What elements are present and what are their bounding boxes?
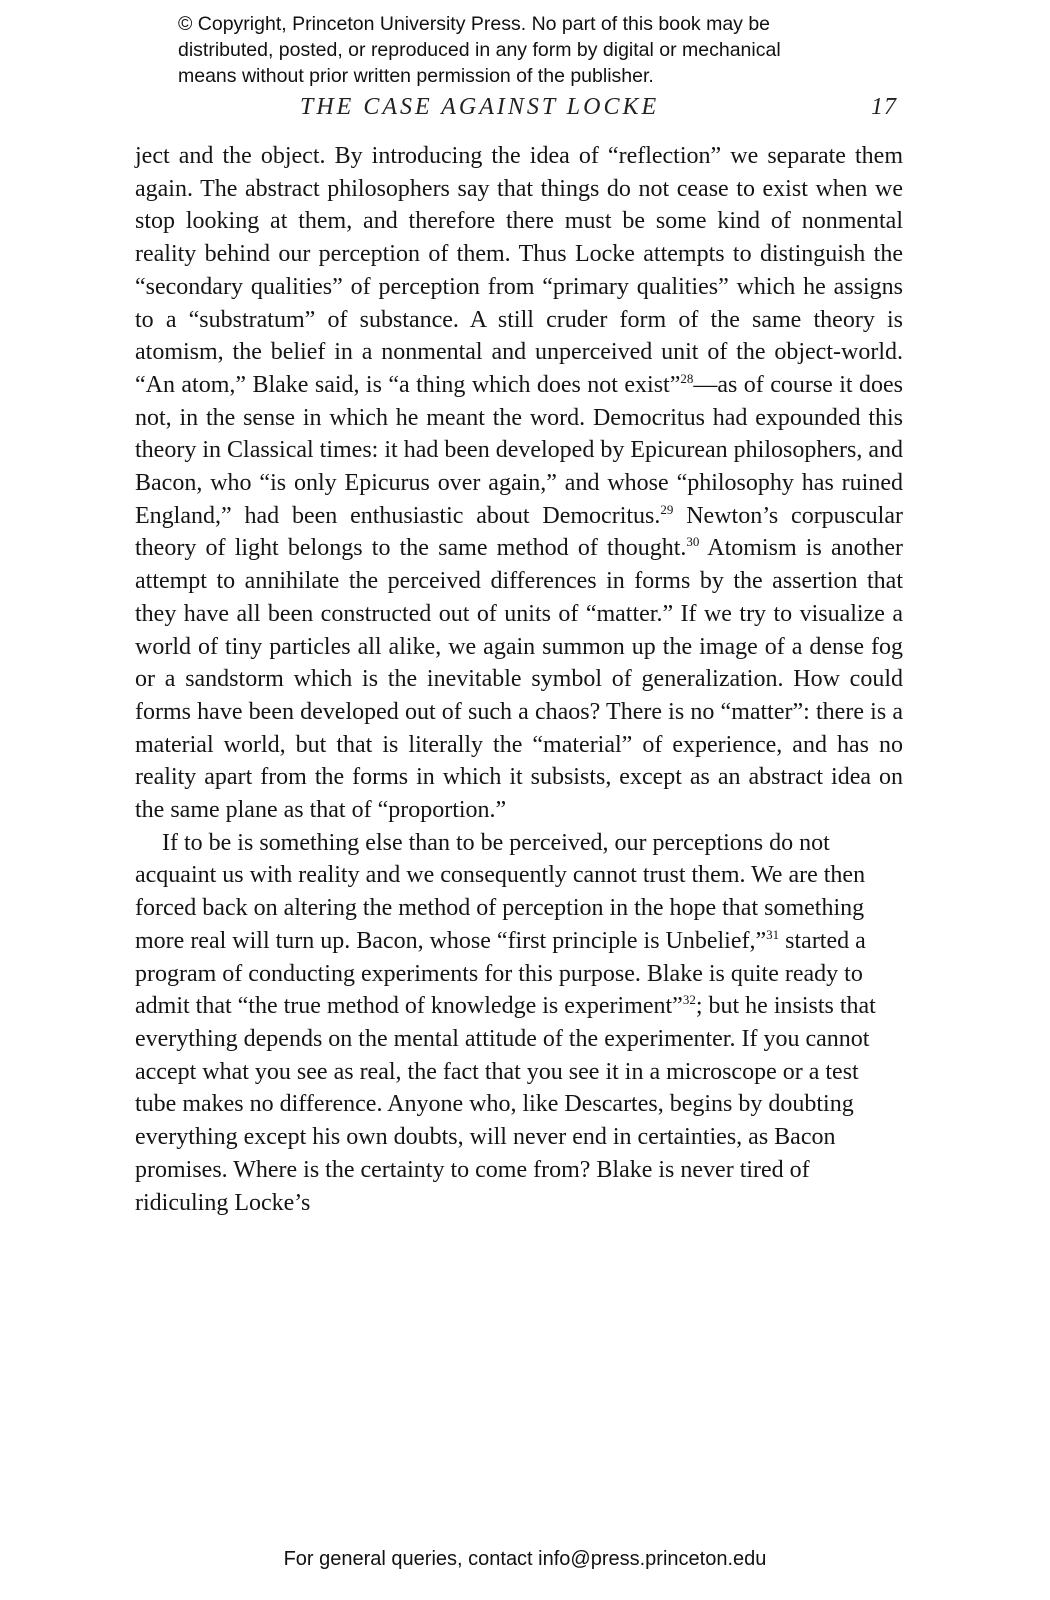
footnote-ref[interactable]: 30	[686, 534, 700, 550]
footnote-ref[interactable]: 28	[680, 370, 694, 386]
running-head	[135, 94, 905, 124]
copyright-notice	[178, 11, 898, 89]
copyright-line-2: distributed, posted, or reproduced in any form by digital or mechanical	[178, 39, 781, 61]
text-segment: ; but he insists that everything depends on the mental attitude of the experimenter. If you cannot accept what you see as real, the fact that you see it in a microscope or a test tube makes no difference. Anyone who, like Descartes, begins by doubting everything except his own doubts, will never end in certainties, as Bacon promises. Where is the certainty to come from? Blake is never tired of ridiculing Locke’s	[135, 993, 876, 1216]
page-number: 17	[871, 94, 897, 120]
text-segment: started a program of conducting experiments for this purpose. Blake is quite ready to admit that “the true method of knowledge is experiment”	[135, 927, 866, 1020]
paragraph	[135, 827, 903, 1219]
footnote-ref[interactable]: 31	[766, 926, 780, 942]
copyright-line-1: © Copyright, Princeton University Press. No part of this book may be	[178, 13, 771, 35]
text-segment: ject and the object. By introducing the idea of “reflection” we separate them again. The abstract philosophers say that things do not cease to exist when we stop looking at them, and therefore there must be some kind of nonmental reality behind our perception of them. Thus Locke attempts to distinguish the “secondary qualities” of perception from “primary qualities” which he assigns to a “substratum” of substance. A still cruder form of the same theory is atomism, the belief in a nonmental and unperceived unit of the object-world. “An atom,” Blake said, is “a thing which does not exist”	[135, 143, 903, 398]
footnote-ref[interactable]: 32	[682, 992, 696, 1008]
paragraph	[135, 140, 903, 827]
text-segment: Newton’s corpuscular theory of light belongs to the same method of thought.	[135, 502, 903, 562]
copyright-line-3: means without prior written permission of the publisher.	[178, 65, 654, 87]
footnote-ref[interactable]: 29	[660, 501, 674, 517]
text-segment: Atomism is another attempt to annihilate the perceived differences in forms by the assertion that they have all been constructed out of units of “matter.” If we try to visualize a world of tiny particles all alike, we again summon up the image of a dense fog or a sandstorm which is the inevitable symbol of generalization. How could forms have been developed out of such a chaos? There is no “matter”: there is a material world, but that is literally the “material” of experience, and has no reality apart from the forms in which it subsists, except as an abstract idea on the same plane as that of “proportion.”	[135, 535, 903, 824]
text-segment: If to be is something else than to be perceived, our perceptions do not acquaint us with reality and we consequently cannot trust them. We are then forced back on altering the method of perception in the hope that something more real will turn up. Bacon, whose “first principle is Unbelief,”	[135, 829, 866, 954]
footer-contact: For general queries, contact info@press.princeton.edu	[283, 1548, 767, 1570]
text-segment: —as of course it does not, in the sense in which he meant the word. Democritus had expounded this theory in Classical times: it had been developed by Epicurean philosophers, and Bacon, who “is only Epicurus over again,” and whose “philosophy has ruined England,” had been enthusiastic about Democritus.	[135, 371, 903, 529]
body-text	[135, 140, 903, 1219]
chapter-title: THE CASE AGAINST LOCKE	[300, 94, 660, 120]
